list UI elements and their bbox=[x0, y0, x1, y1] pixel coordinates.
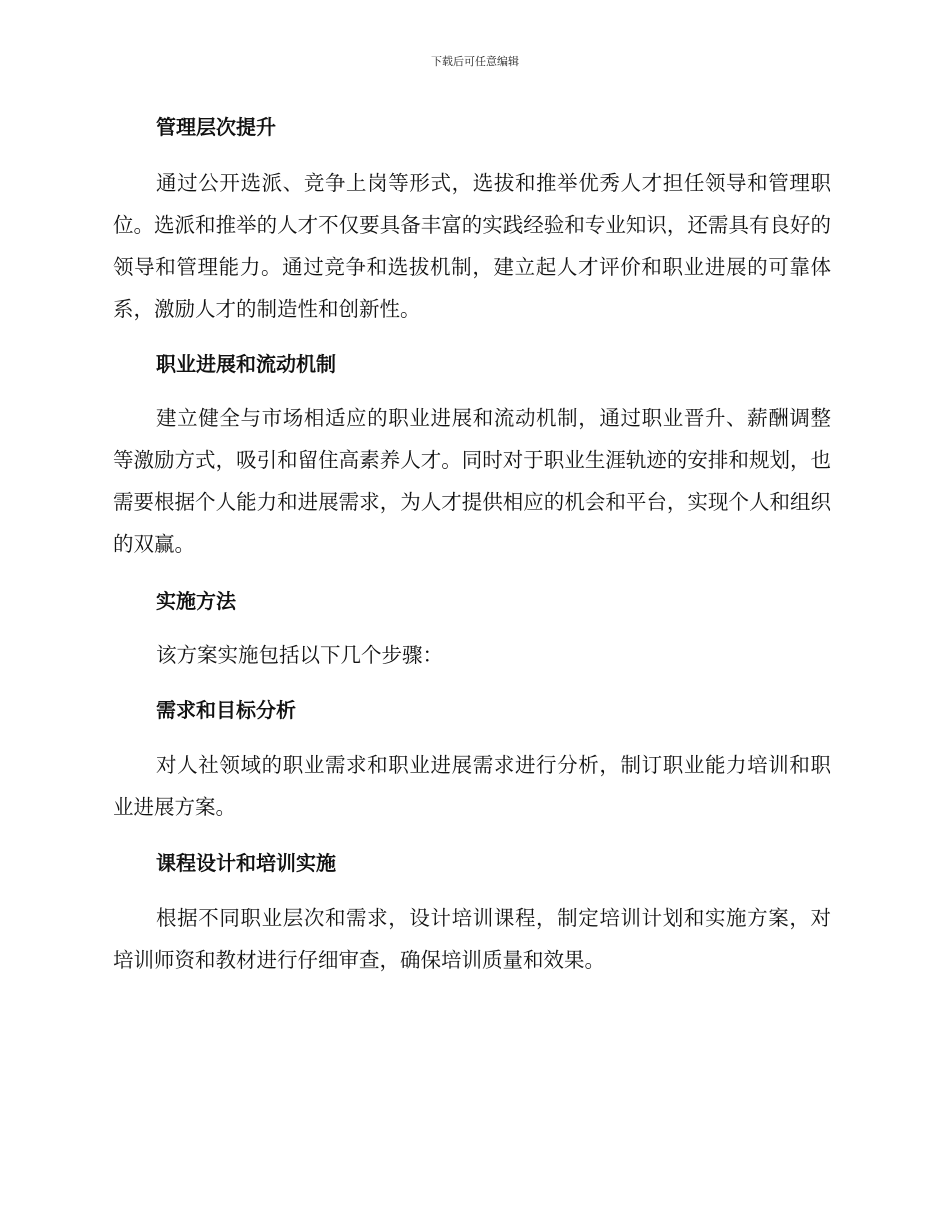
section-heading: 课程设计和培训实施 bbox=[156, 851, 336, 875]
section-heading: 实施方法 bbox=[156, 589, 236, 613]
page-header: 下载后可任意编辑 bbox=[431, 55, 519, 68]
section-paragraph: 该方案实施包括以下几个步骤： bbox=[156, 643, 444, 667]
section-heading: 职业进展和流动机制 bbox=[156, 352, 336, 376]
section-paragraph: 根据不同职业层次和需求，设计培训课程，制定培训计划和实施方案，对培训师资和教材进行仔细审查，确保培训质量和效果。 bbox=[113, 906, 831, 972]
section-heading: 需求和目标分析 bbox=[156, 698, 296, 722]
section-paragraph: 对人社领域的职业需求和职业进展需求进行分析，制订职业能力培训和职业进展方案。 bbox=[113, 753, 831, 819]
section-heading: 管理层次提升 bbox=[156, 115, 276, 139]
section-paragraph: 通过公开选派、竞争上岗等形式，选拔和推举优秀人才担任领导和管理职位。选派和推举的人才不仅要具备丰富的实践经验和专业知识，还需具有良好的领导和管理能力。通过竞争和选拔机制，建立起人才评价和职业进展的可靠体系，激励人才的制造性和创新性。 bbox=[113, 171, 831, 321]
section-paragraph: 建立健全与市场相适应的职业进展和流动机制，通过职业晋升、薪酬调整等激励方式，吸引和留住高素养人才。同时对于职业生涯轨迹的安排和规划，也需要根据个人能力和进展需求，为人才提供相应的机会和平台，实现个人和组织的双赢。 bbox=[113, 406, 831, 556]
